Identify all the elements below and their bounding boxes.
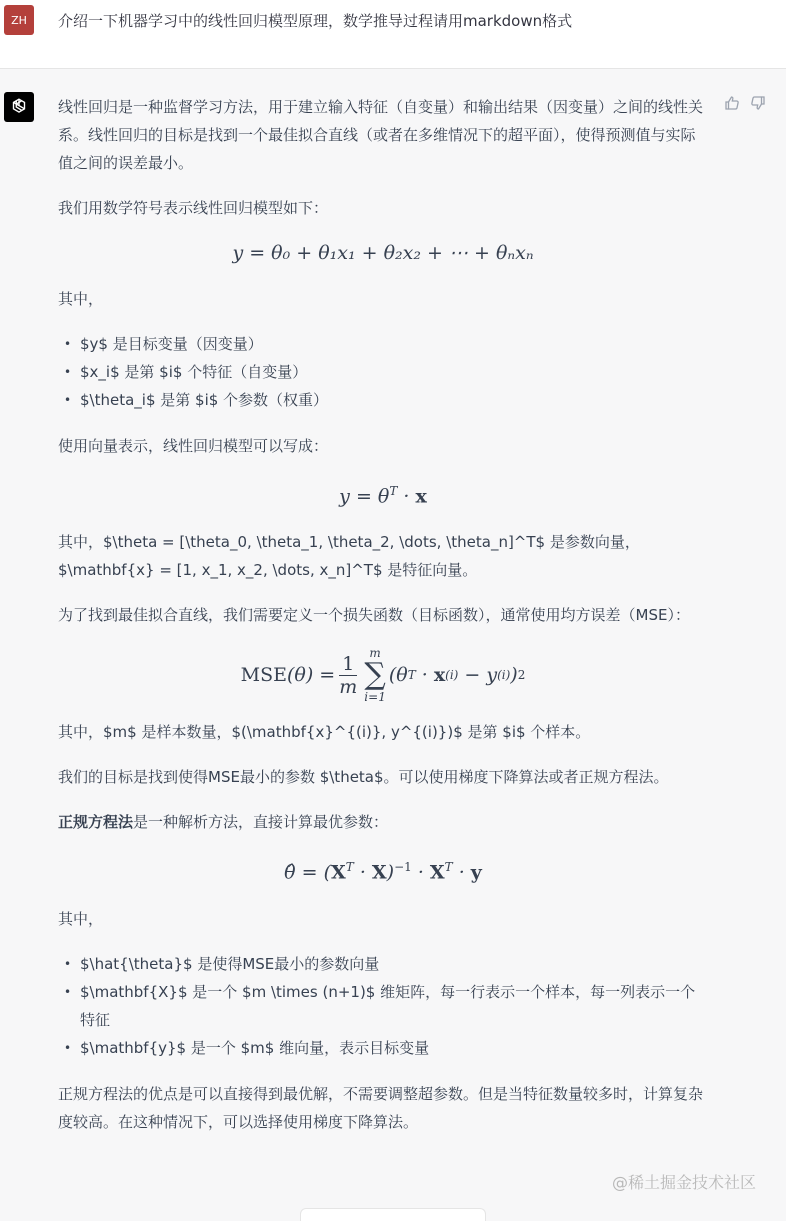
paragraph-vector-form: 使用向量表示，线性回归模型可以写成：	[58, 437, 329, 455]
list-item: • $\mathbf{y}$ 是一个 $m$ 维向量，表示目标变量	[80, 1034, 708, 1062]
normal-equation-desc: 是一种解析方法，直接计算最优参数：	[133, 813, 389, 832]
paragraph-goal: 我们的目标是找到使得MSE最小的参数 $\theta$。可以使用梯度下降算法或者正规方程法。	[58, 768, 669, 787]
list-item: • $x_i$ 是第 $i$ 个特征（自变量）	[80, 358, 708, 386]
user-avatar: ZH	[4, 5, 34, 35]
equation-vector-model: $y = \theta^T \cdot x$	[339, 484, 427, 508]
openai-logo-icon	[4, 92, 34, 122]
list-item: • $y$ 是目标变量（因变量）	[80, 330, 708, 358]
list-item: • $\theta_i$ 是第 $i$ 个参数（权重）	[80, 386, 708, 414]
normal-equation-label: 正规方程法	[58, 813, 134, 832]
paragraph-normal-equation	[58, 808, 708, 836]
list-variables	[58, 330, 708, 414]
thumbs-up-icon[interactable]	[724, 95, 740, 111]
thumbs-down-icon[interactable]	[750, 95, 766, 111]
paragraph-vector-definition: 其中，$\theta = [\theta_0, \theta_1, \theta_2, \dots, \theta_n]^T$ 是参数向量，$\mathbf{x} = [1, x_1, x_2, \dots, x_n]^T$ 是特征向量。	[58, 533, 640, 580]
user-message-row	[0, 0, 786, 69]
paragraph-where-2: 其中，	[58, 909, 104, 928]
scroll-down-button[interactable]	[300, 1208, 486, 1221]
assistant-message-row	[0, 69, 786, 1217]
assistant-message-content	[58, 93, 708, 1153]
watermark: @稀土掘金技术社区	[612, 1173, 757, 1192]
paragraph-where-1: 其中，	[58, 290, 104, 308]
paragraph-conclusion: 正规方程法的优点是可以直接得到最优解，不需要调整超参数。但是当特征数量较多时，计算复杂度较高。在这种情况下，可以选择使用梯度下降算法。	[58, 1084, 704, 1131]
list-normal-terms	[58, 950, 708, 1062]
list-item: • $\hat{\theta}$ 是使得MSE最小的参数向量	[80, 950, 708, 978]
equation-mse: MSE (θ) = $\frac{1}{m}$ m ∑ i=1 (θ T · x (i) − y (i) ) 2	[240, 646, 526, 705]
user-message-text: 介绍一下机器学习中的线性回归模型原理，数学推导过程请用markdown格式	[58, 12, 573, 30]
paragraph-loss: 为了找到最佳拟合直线，我们需要定义一个损失函数（目标函数），通常使用均方误差（MSE）：	[58, 606, 690, 625]
paragraph-sample-definition: 其中，$m$ 是样本数量，$(\mathbf{x}^{(i)}, y^{(i)})$ 是第 $i$ 个样本。	[58, 723, 591, 742]
paragraph-intro: 线性回归是一种监督学习方法，用于建立输入特征（自变量）和输出结果（因变量）之间的线性关系。线性回归的目标是找到一个最佳拟合直线（或者在多维情况下的超平面），使得预测值与实际值之间的误差最小。	[58, 98, 704, 172]
equation-linear-model-text: y = θ₀ + θ₁x₁ + θ₂x₂ + ⋯ + θₙxₙ	[232, 242, 534, 264]
equation-linear-model	[58, 239, 708, 267]
equation-normal: θ̂ = $(X^T \cdot X)^{-1} \cdot X^T \cdot y$	[284, 860, 482, 884]
paragraph-notation: 我们用数学符号表示线性回归模型如下：	[58, 199, 329, 217]
list-item: • $\mathbf{X}$ 是一个 $m \times (n+1)$ 维矩阵，每一行表示一个样本，每一列表示一个特征	[80, 978, 708, 1034]
feedback-controls	[724, 95, 766, 111]
